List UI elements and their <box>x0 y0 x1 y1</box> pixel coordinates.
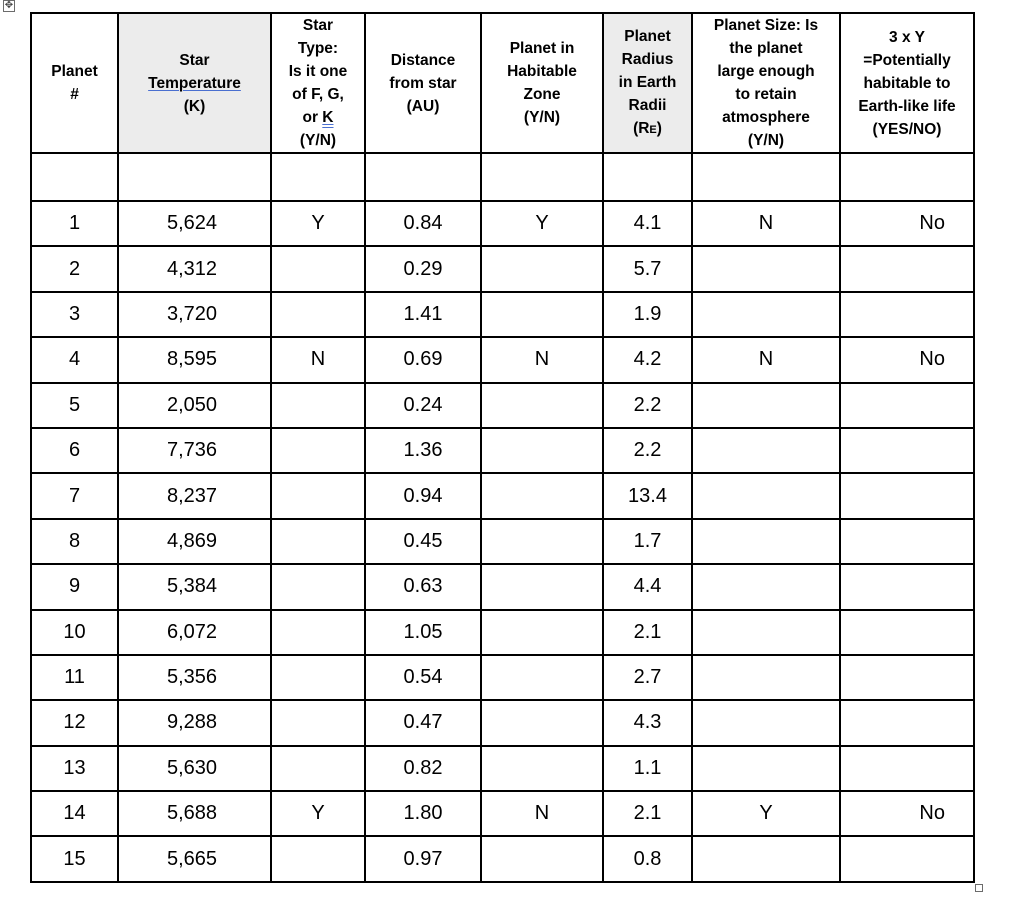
header-planet-number: Planet # <box>31 13 118 153</box>
cell-planet-size[interactable] <box>692 746 840 791</box>
cell-habitable-zone[interactable] <box>481 519 603 564</box>
cell-planet-number[interactable]: 12 <box>31 700 118 745</box>
header-star-temperature: Star Temperature (K) <box>118 13 271 153</box>
cell-star-type[interactable] <box>271 473 365 518</box>
cell-planet-number[interactable]: 5 <box>31 383 118 428</box>
cell-habitable-zone[interactable] <box>481 655 603 700</box>
cell-planet-size[interactable] <box>692 655 840 700</box>
cell-planet-radius[interactable]: 4.1 <box>603 201 692 246</box>
cell-distance[interactable]: 0.94 <box>365 473 481 518</box>
cell-habitable-zone[interactable]: N <box>481 337 603 382</box>
cell-planet-radius[interactable]: 2.1 <box>603 610 692 655</box>
cell-potentially-habitable[interactable] <box>840 746 974 791</box>
table-row <box>31 383 974 428</box>
cell-habitable-zone[interactable] <box>481 610 603 655</box>
header-habitable-zone: Planet in Habitable Zone (Y/N) <box>481 13 603 153</box>
cell-planet-size[interactable] <box>692 610 840 655</box>
cell-distance[interactable]: 0.47 <box>365 700 481 745</box>
table-resize-handle[interactable] <box>975 884 983 892</box>
cell-potentially-habitable[interactable] <box>840 246 974 291</box>
cell-star-temperature[interactable]: 7,736 <box>118 428 271 473</box>
cell-habitable-zone[interactable] <box>481 746 603 791</box>
cell-potentially-habitable[interactable] <box>840 292 974 337</box>
cell-star-temperature[interactable]: 2,050 <box>118 383 271 428</box>
cell-star-type[interactable] <box>271 428 365 473</box>
cell-star-type[interactable]: N <box>271 337 365 382</box>
table-row <box>31 337 974 382</box>
cell-planet-size[interactable] <box>692 428 840 473</box>
cell-distance[interactable]: 0.69 <box>365 337 481 382</box>
planet-data-table <box>30 12 975 883</box>
cell-planet-radius[interactable]: 1.1 <box>603 746 692 791</box>
cell-planet-radius[interactable]: 4.3 <box>603 700 692 745</box>
cell-planet-number[interactable]: 10 <box>31 610 118 655</box>
cell-distance[interactable]: 1.41 <box>365 292 481 337</box>
cell-planet-radius[interactable]: 0.8 <box>603 836 692 881</box>
cell-star-type[interactable] <box>271 292 365 337</box>
cell-planet-size[interactable] <box>692 473 840 518</box>
cell-distance[interactable]: 0.97 <box>365 836 481 881</box>
cell-distance[interactable]: 1.05 <box>365 610 481 655</box>
cell-star-temperature[interactable]: 8,237 <box>118 473 271 518</box>
header-distance: Distance from star (AU) <box>365 13 481 153</box>
cell-distance[interactable]: 0.54 <box>365 655 481 700</box>
cell-star-temperature[interactable]: 5,665 <box>118 836 271 881</box>
cell-distance[interactable]: 1.80 <box>365 791 481 836</box>
cell-star-temperature[interactable]: 6,072 <box>118 610 271 655</box>
cell-planet-size[interactable] <box>692 564 840 609</box>
cell-star-type[interactable] <box>271 836 365 881</box>
cell-habitable-zone[interactable] <box>481 836 603 881</box>
cell-potentially-habitable[interactable] <box>840 610 974 655</box>
cell-planet-size[interactable] <box>692 383 840 428</box>
cell-planet-size[interactable]: Y <box>692 791 840 836</box>
cell-planet-number[interactable]: 15 <box>31 836 118 881</box>
cell-planet-size[interactable] <box>692 246 840 291</box>
cell-star-temperature[interactable]: 5,384 <box>118 564 271 609</box>
cell-planet-number[interactable]: 13 <box>31 746 118 791</box>
cell-habitable-zone[interactable] <box>481 473 603 518</box>
cell-star-type[interactable] <box>271 746 365 791</box>
table-row <box>31 655 974 700</box>
cell-distance[interactable]: 0.82 <box>365 746 481 791</box>
cell-planet-number[interactable]: 6 <box>31 428 118 473</box>
cell-potentially-habitable[interactable] <box>840 519 974 564</box>
table-row <box>31 473 974 518</box>
table-row <box>31 700 974 745</box>
cell-habitable-zone[interactable] <box>481 564 603 609</box>
cell-distance[interactable]: 0.84 <box>365 201 481 246</box>
header-row <box>31 13 974 153</box>
cell-distance[interactable]: 0.29 <box>365 246 481 291</box>
cell-planet-size[interactable] <box>692 836 840 881</box>
cell-planet-size[interactable] <box>692 519 840 564</box>
cell-potentially-habitable[interactable] <box>840 383 974 428</box>
cell-planet-radius[interactable]: 5.7 <box>603 246 692 291</box>
table-row <box>31 836 974 881</box>
table-row <box>31 201 974 246</box>
cell-potentially-habitable[interactable] <box>840 836 974 881</box>
header-potentially-habitable: 3 x Y =Potentially habitable to Earth-like life (YES/NO) <box>840 13 974 153</box>
cell-potentially-habitable[interactable] <box>840 564 974 609</box>
cell-planet-number[interactable]: 8 <box>31 519 118 564</box>
cell-planet-radius[interactable]: 13.4 <box>603 473 692 518</box>
cell-planet-number[interactable]: 14 <box>31 791 118 836</box>
table-row <box>31 428 974 473</box>
cell-habitable-zone[interactable] <box>481 428 603 473</box>
cell-potentially-habitable[interactable] <box>840 473 974 518</box>
cell-star-type[interactable] <box>271 610 365 655</box>
cell-star-temperature[interactable]: 5,624 <box>118 201 271 246</box>
empty-row <box>31 153 974 201</box>
cell-potentially-habitable[interactable] <box>840 700 974 745</box>
cell-potentially-habitable[interactable]: No <box>840 791 974 836</box>
cell-planet-number[interactable]: 3 <box>31 292 118 337</box>
cell-star-type[interactable] <box>271 655 365 700</box>
cell-habitable-zone[interactable]: N <box>481 791 603 836</box>
cell-star-temperature[interactable]: 4,312 <box>118 246 271 291</box>
cell-habitable-zone[interactable]: Y <box>481 201 603 246</box>
cell-star-temperature[interactable]: 5,688 <box>118 791 271 836</box>
cell-planet-size[interactable]: N <box>692 201 840 246</box>
cell-planet-radius[interactable]: 2.7 <box>603 655 692 700</box>
header-planet-radius: Planet Radius in Earth Radii (RE) <box>603 13 692 153</box>
cell-habitable-zone[interactable] <box>481 700 603 745</box>
cell-planet-size[interactable] <box>692 292 840 337</box>
cell-star-type[interactable] <box>271 519 365 564</box>
cell-planet-radius[interactable]: 4.2 <box>603 337 692 382</box>
cell-star-temperature[interactable]: 4,869 <box>118 519 271 564</box>
cell-star-temperature[interactable]: 8,595 <box>118 337 271 382</box>
cell-planet-number[interactable]: 4 <box>31 337 118 382</box>
table-row <box>31 246 974 291</box>
cell-planet-radius[interactable]: 2.2 <box>603 428 692 473</box>
cell-planet-radius[interactable]: 2.2 <box>603 383 692 428</box>
cell-planet-radius[interactable]: 2.1 <box>603 791 692 836</box>
cell-star-type[interactable] <box>271 564 365 609</box>
cell-star-type[interactable]: Y <box>271 201 365 246</box>
cell-star-temperature[interactable]: 5,356 <box>118 655 271 700</box>
cell-planet-number[interactable]: 11 <box>31 655 118 700</box>
table-row <box>31 519 974 564</box>
table-move-handle-icon[interactable]: ✥ <box>4 0 14 11</box>
header-star-type: Star Type: Is it one of F, G, or K (Y/N) <box>271 13 365 153</box>
cell-planet-radius[interactable]: 1.7 <box>603 519 692 564</box>
table-row <box>31 610 974 655</box>
cell-star-type[interactable] <box>271 700 365 745</box>
cell-star-type[interactable] <box>271 246 365 291</box>
table-row <box>31 746 974 791</box>
table-row <box>31 791 974 836</box>
cell-star-type[interactable] <box>271 383 365 428</box>
header-planet-size: Planet Size: Is the planet large enough to retain atmosphere (Y/N) <box>692 13 840 153</box>
cell-planet-size[interactable] <box>692 700 840 745</box>
cell-habitable-zone[interactable] <box>481 246 603 291</box>
cell-potentially-habitable[interactable]: No <box>840 337 974 382</box>
cell-potentially-habitable[interactable]: No <box>840 201 974 246</box>
cell-distance[interactable]: 0.24 <box>365 383 481 428</box>
cell-potentially-habitable[interactable] <box>840 428 974 473</box>
cell-distance[interactable]: 0.45 <box>365 519 481 564</box>
cell-star-temperature[interactable]: 5,630 <box>118 746 271 791</box>
cell-planet-radius[interactable]: 1.9 <box>603 292 692 337</box>
cell-distance[interactable]: 0.63 <box>365 564 481 609</box>
cell-potentially-habitable[interactable] <box>840 655 974 700</box>
cell-planet-size[interactable]: N <box>692 337 840 382</box>
table-row <box>31 292 974 337</box>
cell-planet-number[interactable]: 9 <box>31 564 118 609</box>
cell-habitable-zone[interactable] <box>481 383 603 428</box>
cell-planet-number[interactable]: 2 <box>31 246 118 291</box>
cell-star-temperature[interactable]: 9,288 <box>118 700 271 745</box>
cell-planet-number[interactable]: 1 <box>31 201 118 246</box>
cell-planet-number[interactable]: 7 <box>31 473 118 518</box>
cell-star-type[interactable]: Y <box>271 791 365 836</box>
cell-star-temperature[interactable]: 3,720 <box>118 292 271 337</box>
cell-planet-radius[interactable]: 4.4 <box>603 564 692 609</box>
table-row <box>31 564 974 609</box>
cell-habitable-zone[interactable] <box>481 292 603 337</box>
cell-distance[interactable]: 1.36 <box>365 428 481 473</box>
